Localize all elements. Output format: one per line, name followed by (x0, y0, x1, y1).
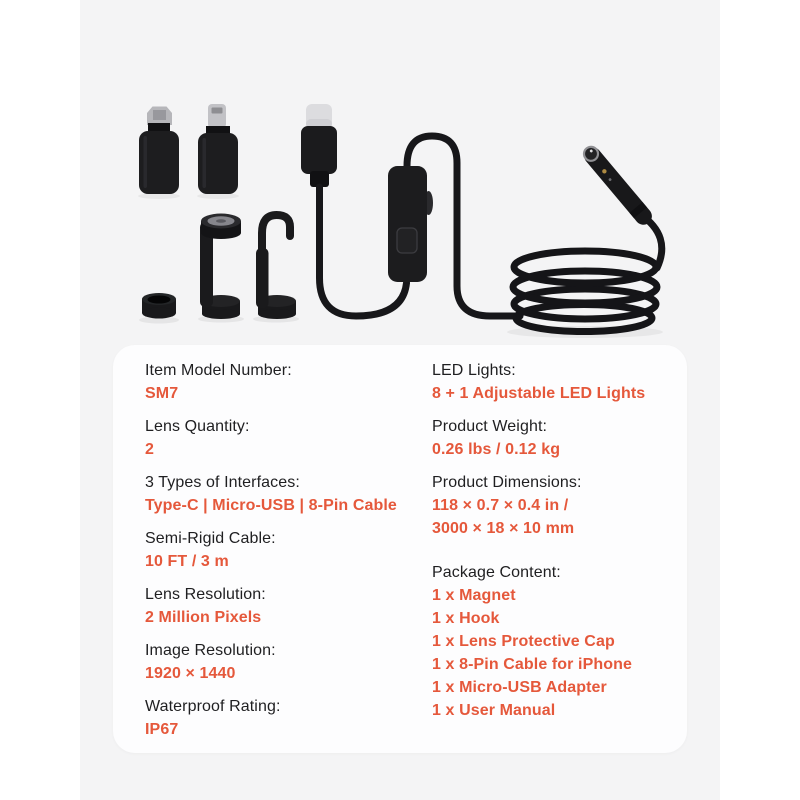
product-infographic (80, 0, 720, 800)
spec-value: 0.26 lbs / 0.12 kg (432, 441, 561, 458)
spec-group (432, 415, 687, 461)
spec-value: 1 x 8-Pin Cable for iPhone (432, 656, 632, 673)
spec-value: 1 x Magnet (432, 587, 516, 604)
spec-column-right (432, 359, 687, 753)
spec-value: 1 x Lens Protective Cap (432, 633, 615, 650)
spec-group (145, 471, 432, 517)
spec-label: Product Weight: (432, 418, 548, 435)
spec-label: Product Dimensions: (432, 474, 582, 491)
spec-value: 2 Million Pixels (145, 609, 262, 626)
product-photo (80, 0, 720, 345)
spec-label: Image Resolution: (145, 642, 276, 659)
lightning-adapter-icon (198, 104, 238, 194)
spec-group (145, 415, 432, 461)
spec-group (145, 359, 432, 405)
coiled-cable-icon (513, 251, 657, 332)
spec-label: Semi-Rigid Cable: (145, 530, 276, 547)
spec-label: Lens Quantity: (145, 418, 250, 435)
spec-value: Type-C | Micro-USB | 8-Pin Cable (145, 497, 397, 514)
spec-group (145, 639, 432, 685)
spec-value: 1920 × 1440 (145, 665, 236, 682)
micro-usb-adapter-icon (139, 107, 179, 195)
spec-group (145, 583, 432, 629)
spec-group (145, 695, 432, 741)
spec-column-left (145, 359, 432, 753)
spec-label: Lens Resolution: (145, 586, 266, 603)
hook-attachment-icon (256, 215, 296, 319)
lens-cap-icon (142, 293, 176, 319)
spec-value: 1 x Micro-USB Adapter (432, 679, 607, 696)
spec-group (145, 527, 432, 573)
spec-value: 8 + 1 Adjustable LED Lights (432, 385, 646, 402)
spec-card (113, 345, 687, 753)
spec-value: 1 x Hook (432, 610, 500, 627)
spec-label: Package Content: (432, 564, 561, 581)
inline-controller-icon (388, 166, 433, 282)
spec-group (432, 561, 687, 722)
spec-value: 118 × 0.7 × 0.4 in / (432, 497, 569, 514)
camera-probe-icon (580, 143, 655, 228)
spec-label: 3 Types of Interfaces: (145, 474, 300, 491)
spec-label: LED Lights: (432, 362, 516, 379)
spec-value: SM7 (145, 385, 179, 402)
spec-group (432, 359, 687, 405)
spec-label: Waterproof Rating: (145, 698, 281, 715)
spec-value: 3000 × 18 × 10 mm (432, 520, 575, 537)
magnet-attachment-icon (200, 214, 241, 320)
spec-label: Item Model Number: (145, 362, 292, 379)
spec-value: 1 x User Manual (432, 702, 556, 719)
spec-value: 2 (145, 441, 154, 458)
spec-group (432, 471, 687, 540)
spec-value: 10 FT / 3 m (145, 553, 229, 570)
spec-value: IP67 (145, 721, 179, 738)
